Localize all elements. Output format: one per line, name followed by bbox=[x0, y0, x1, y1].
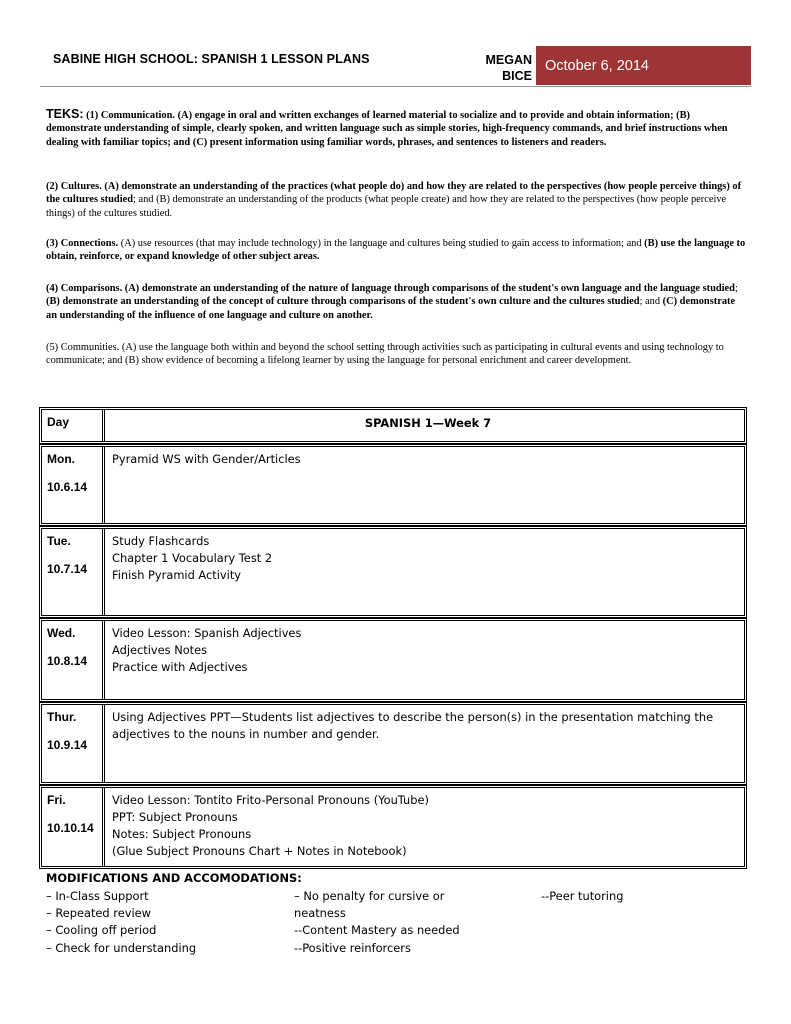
plan-line: Study Flashcards bbox=[112, 534, 210, 548]
modification-item: – Check for understanding bbox=[46, 940, 197, 955]
teks-communities bbox=[46, 341, 746, 368]
teks-p4-sep2: ; and bbox=[639, 296, 663, 308]
header-divider bbox=[40, 86, 751, 87]
plan-line: Chapter 1 Vocabulary Test 2 bbox=[112, 551, 273, 565]
modifications-column-3 bbox=[541, 888, 623, 905]
teks-p3-bold1: (3) Connections. bbox=[46, 238, 119, 249]
plan-line: Video Lesson: Tontito Frito-Personal Pronouns (YouTube) bbox=[112, 793, 429, 807]
table-row-monday bbox=[39, 444, 747, 526]
day-date: 10.7.14 bbox=[47, 562, 88, 576]
day-cell bbox=[42, 788, 105, 866]
teks-p2-bold: (2) Cultures. (A) demonstrate an understanding of the practices (what people do) and how they are related to the perspectives (how people perceive things) of the cultures studied bbox=[46, 181, 742, 206]
modification-item: --Positive reinforcers bbox=[294, 940, 411, 955]
day-cell bbox=[42, 529, 105, 615]
day-date: 10.10.14 bbox=[47, 821, 94, 835]
table-header-title: SPANISH 1—Week 7 bbox=[364, 416, 492, 430]
teks-p4-bold2: (B) demonstrate an understanding of the concept of culture through comparisons of the student's own culture and the cultures studied bbox=[46, 296, 640, 308]
plan-cell bbox=[108, 529, 744, 615]
plan-line: Video Lesson: Spanish Adjectives bbox=[112, 626, 302, 640]
day-date: 10.8.14 bbox=[47, 654, 88, 668]
table-header-row bbox=[39, 407, 747, 444]
plan-line: PPT: Subject Pronouns bbox=[112, 810, 238, 824]
table-row-thursday bbox=[39, 702, 747, 785]
teks-p4-sep1: ; bbox=[734, 283, 738, 294]
day-cell bbox=[42, 705, 105, 782]
day-cell bbox=[42, 621, 105, 699]
modification-item: --Content Mastery as needed bbox=[294, 923, 460, 938]
teks-p2-rest: ; and (B) demonstrate an understanding of the products (what people create) and how they are related to the perspectives (how people perceive things) of the cultures studied. bbox=[46, 194, 727, 219]
teacher-name bbox=[470, 52, 532, 84]
plan-line: Adjectives Notes bbox=[112, 643, 208, 657]
teks-p3-mid: (A) use resources (that may include technology) in the language and cultures being studied to gain access to information; and bbox=[118, 238, 645, 249]
plan-cell bbox=[108, 705, 744, 782]
table-row-tuesday bbox=[39, 526, 747, 618]
day-label: Wed. bbox=[47, 626, 76, 640]
teks-p3-bold2: (B) use the language to obtain, reinforce, or expand knowledge of other subject areas. bbox=[46, 238, 746, 263]
teks-p4-bold3: (C) demonstrate an understanding of the influence of one language and culture on another. bbox=[46, 296, 736, 321]
day-label: Thur. bbox=[47, 710, 77, 724]
plan-line: Finish Pyramid Activity bbox=[112, 568, 242, 582]
teacher-first-name: MEGAN bbox=[485, 53, 532, 67]
document-title: SABINE HIGH SCHOOL: SPANISH 1 LESSON PLANS bbox=[53, 52, 370, 66]
modification-item: neatness bbox=[294, 906, 346, 921]
day-label: Mon. bbox=[47, 452, 75, 466]
table-row-wednesday bbox=[39, 618, 747, 702]
plan-line: Notes: Subject Pronouns bbox=[112, 827, 252, 841]
day-date: 10.9.14 bbox=[47, 738, 88, 752]
teks-p1-text: (1) Communication. (A) engage in oral and written exchanges of learned material to socialize and to provide and obtain information; (B) demonstrate understanding of simple, clearly spoken, and written language such as simple stories, high-frequency commands, and brief instructions when dealing with familiar topics; and (C) present information using familiar words, phrases, and sentences to listeners and readers. bbox=[46, 110, 728, 148]
modifications-column-2 bbox=[294, 888, 460, 957]
plan-cell bbox=[108, 621, 744, 699]
table-header-day: Day bbox=[42, 410, 105, 441]
plan-line: Pyramid WS with Gender/Articles bbox=[112, 452, 301, 466]
modification-item: – Repeated review bbox=[46, 906, 151, 921]
day-date: 10.6.14 bbox=[47, 480, 88, 494]
day-cell bbox=[42, 447, 105, 523]
modification-item: – No penalty for cursive or bbox=[294, 889, 445, 903]
date-banner: October 6, 2014 bbox=[536, 46, 751, 85]
modifications-title: MODIFICATIONS AND ACCOMODATIONS: bbox=[46, 871, 302, 885]
teks-communication bbox=[46, 108, 746, 149]
plan-line: Practice with Adjectives bbox=[112, 660, 248, 674]
plan-cell bbox=[108, 447, 744, 523]
teks-comparisons bbox=[46, 282, 746, 322]
modification-item: --Peer tutoring bbox=[541, 889, 624, 903]
teks-p5-text: (5) Communities. (A) use the language both within and beyond the school setting through activities such as participating in cultural events and using technology to communicate; and (B) show evidence of becoming a lifelong learner by using the language for personal enrichment and career development. bbox=[46, 342, 724, 367]
plan-cell bbox=[108, 788, 744, 866]
plan-line: Using Adjectives PPT—Students list adjectives to describe the person(s) in the presentation matching the adjectives to the nouns in number and gender. bbox=[112, 710, 714, 741]
day-label: Tue. bbox=[47, 534, 71, 548]
teks-cultures bbox=[46, 180, 746, 220]
modification-item: – Cooling off period bbox=[46, 923, 157, 938]
modification-item: – In-Class Support bbox=[46, 889, 149, 903]
day-label: Fri. bbox=[47, 793, 66, 807]
teks-connections bbox=[46, 237, 746, 264]
teacher-last-name: BICE bbox=[502, 69, 532, 83]
plan-line: (Glue Subject Pronouns Chart + Notes in Notebook) bbox=[112, 844, 407, 858]
modifications-column-1 bbox=[46, 888, 196, 957]
table-row-friday bbox=[39, 785, 747, 869]
teks-label: TEKS: bbox=[46, 107, 84, 121]
teks-p4-bold1: (4) Comparisons. (A) demonstrate an understanding of the nature of language through comparisons of the student's own language and the language studied bbox=[46, 283, 735, 294]
